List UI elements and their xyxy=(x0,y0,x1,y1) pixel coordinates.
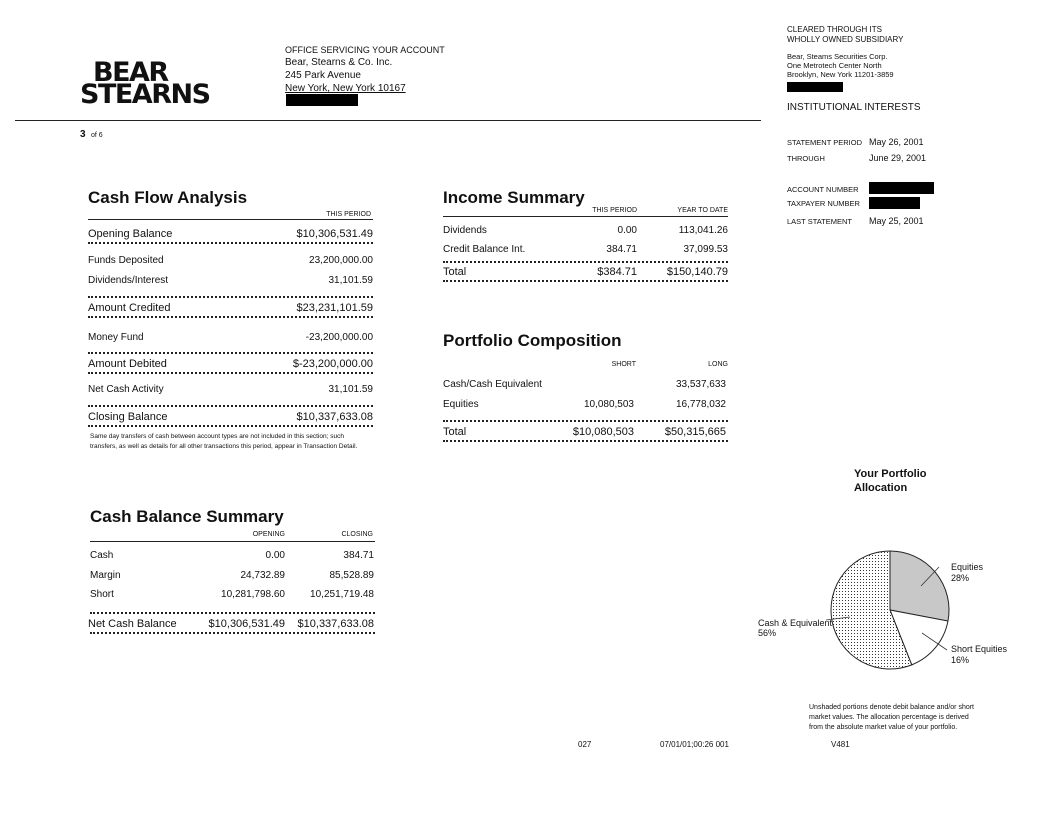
office-line-2: 245 Park Avenue xyxy=(285,70,361,81)
redaction-box xyxy=(869,182,934,194)
row-label: Cash xyxy=(90,550,114,561)
equities-pct: 28% xyxy=(951,573,970,583)
row-label: Short xyxy=(90,589,114,600)
redaction-box xyxy=(286,94,358,106)
row-value: 23,200,000.00 xyxy=(309,255,373,266)
closing-header: CLOSING xyxy=(341,531,373,538)
redaction-box xyxy=(869,197,920,209)
income-total-row xyxy=(443,266,728,282)
total-short: $10,080,503 xyxy=(572,426,634,438)
this-period-header: THIS PERIOD xyxy=(326,211,371,218)
statement-period-label: STATEMENT PERIOD xyxy=(787,138,863,147)
cash-flow-row xyxy=(88,274,373,287)
row-label: Closing Balance xyxy=(88,411,168,423)
footer-code-2: 07/01/01;00:26 001 xyxy=(660,740,729,749)
redaction-box xyxy=(787,82,843,92)
cash-balance-row xyxy=(90,549,375,562)
portfolio-row xyxy=(443,378,728,391)
subsidiary-line-2: One Metrotech Center North xyxy=(787,61,882,70)
through-value: June 29, 2001 xyxy=(869,153,927,163)
row-value: 31,101.59 xyxy=(328,384,373,395)
this-period-header: THIS PERIOD xyxy=(592,207,637,214)
cleared-line-1: CLEARED THROUGH ITS xyxy=(787,25,882,34)
row-value: $10,306,531.49 xyxy=(296,228,373,240)
row-opening: 0.00 xyxy=(265,550,285,561)
short-equities-label: Short Equities xyxy=(951,644,1008,654)
total-ytd: $150,140.79 xyxy=(666,266,728,278)
row-label: Opening Balance xyxy=(88,228,173,240)
cash-flow-row xyxy=(88,228,373,244)
last-statement-label: LAST STATEMENT xyxy=(787,217,853,226)
cash-balance-header xyxy=(90,530,375,542)
row-label: Amount Debited xyxy=(88,358,167,370)
cash-balance-row xyxy=(90,569,375,582)
account-number-label: ACCOUNT NUMBER xyxy=(787,185,859,194)
dotted-rule xyxy=(90,612,375,614)
cash-flow-row xyxy=(88,254,373,267)
total-closing: $10,337,633.08 xyxy=(297,618,374,630)
year-to-date-header: YEAR TO DATE xyxy=(677,207,728,214)
row-closing: 85,528.89 xyxy=(329,570,374,581)
cash-flow-header xyxy=(88,209,373,220)
total-label: Total xyxy=(443,426,467,438)
cash-flow-row xyxy=(88,331,373,344)
pie-slice-equities xyxy=(890,551,949,621)
equities-label: Equities xyxy=(951,562,984,572)
total-period: $384.71 xyxy=(597,266,637,278)
portfolio-title: Portfolio Composition xyxy=(443,331,622,350)
cash-flow-row xyxy=(88,383,373,396)
office-title: OFFICE SERVICING YOUR ACCOUNT xyxy=(285,45,445,55)
portfolio-header xyxy=(443,361,728,371)
dotted-rule xyxy=(443,420,728,422)
row-long: 33,537,633 xyxy=(675,379,726,390)
allocation-note-1: Unshaded portions denote debit balance and/or short xyxy=(809,704,975,711)
row-period: 384.71 xyxy=(606,244,637,255)
cash-flow-note: Same day transfers of cash between account types are not included in this section; such transfers, as well as details for all other transactions this period, appear in Transaction Detail. xyxy=(90,433,358,450)
dotted-rule xyxy=(88,405,373,407)
row-value: $10,337,633.08 xyxy=(296,411,373,423)
income-title: Income Summary xyxy=(443,188,585,207)
row-label: Funds Deposited xyxy=(88,255,164,266)
page-of: of 6 xyxy=(91,132,103,139)
long-header: LONG xyxy=(708,361,728,368)
row-period: 0.00 xyxy=(617,225,637,236)
logo-bear: BEAR xyxy=(93,57,168,88)
row-short: 10,080,503 xyxy=(583,399,634,410)
taxpayer-number-label: TAXPAYER NUMBER xyxy=(787,199,860,208)
row-ytd: 37,099.53 xyxy=(683,244,728,255)
cash-balance-total-row xyxy=(90,618,375,634)
dotted-rule xyxy=(88,296,373,298)
allocation-note-2: market values. The allocation percentage is derived xyxy=(809,714,969,721)
row-long: 16,778,032 xyxy=(675,399,726,410)
logo-stearns: STEARNS xyxy=(80,79,210,110)
dotted-rule xyxy=(88,352,373,354)
institutional-interests: INSTITUTIONAL INTERESTS xyxy=(787,102,921,113)
total-opening: $10,306,531.49 xyxy=(208,618,285,630)
subsidiary-line-1: Bear, Steams Securities Corp. xyxy=(787,52,888,61)
page-number: 3 xyxy=(80,129,86,140)
allocation-note-3: from the absolute market value of your portfolio. xyxy=(809,724,958,731)
statement-period-value: May 26, 2001 xyxy=(869,137,924,147)
through-label: THROUGH xyxy=(787,154,825,163)
allocation-title-line-2: Allocation xyxy=(854,482,908,494)
office-line-3: New York, New York 10167 xyxy=(285,83,406,94)
office-line-1: Bear, Stearns & Co. Inc. xyxy=(285,57,393,68)
portfolio-row xyxy=(443,398,728,411)
subsidiary-line-3: Brooklyn, New York 11201-3859 xyxy=(787,70,894,79)
row-ytd: 113,041.26 xyxy=(678,225,728,236)
row-label: Amount Credited xyxy=(88,302,171,314)
cash-balance-title: Cash Balance Summary xyxy=(90,507,284,526)
short-equities-pct: 16% xyxy=(951,655,970,665)
total-long: $50,315,665 xyxy=(664,426,726,438)
last-statement-value: May 25, 2001 xyxy=(869,216,924,226)
row-label: Credit Balance Int. xyxy=(443,244,526,255)
total-label: Net Cash Balance xyxy=(88,618,177,630)
row-closing: 384.71 xyxy=(343,550,374,561)
row-value: -23,200,000.00 xyxy=(305,332,373,343)
short-header: SHORT xyxy=(611,361,636,368)
allocation-title-line-1: Your Portfolio xyxy=(854,468,927,480)
cash-flow-title: Cash Flow Analysis xyxy=(88,188,248,207)
cleared-line-2: WHOLLY OWNED SUBSIDIARY xyxy=(787,35,904,44)
income-row xyxy=(443,243,728,256)
row-label: Dividends/Interest xyxy=(88,275,169,286)
row-value: $23,231,101.59 xyxy=(296,302,373,314)
row-label: Net Cash Activity xyxy=(88,384,164,395)
income-row xyxy=(443,224,728,237)
cash-flow-row xyxy=(88,411,373,427)
footer-code-1: 027 xyxy=(578,740,592,749)
row-label: Margin xyxy=(90,570,121,581)
row-label: Money Fund xyxy=(88,332,144,343)
cash-flow-row xyxy=(88,302,373,318)
cash-flow-row xyxy=(88,358,373,374)
header-rule xyxy=(15,120,761,121)
cash-equivalent-pct: 56% xyxy=(758,628,777,638)
cash-equivalent-label: Cash & Equivalent xyxy=(758,618,833,628)
row-label: Dividends xyxy=(443,225,487,236)
dotted-rule xyxy=(443,261,728,263)
row-label: Cash/Cash Equivalent xyxy=(443,379,542,390)
opening-header: OPENING xyxy=(252,531,285,538)
row-label: Equities xyxy=(443,399,479,410)
row-opening: 24,732.89 xyxy=(240,570,285,581)
income-header xyxy=(443,206,728,217)
cash-balance-row xyxy=(90,588,375,601)
footer-code-3: V481 xyxy=(831,740,850,749)
row-closing: 10,251,719.48 xyxy=(310,589,374,600)
row-value: 31,101.59 xyxy=(328,275,373,286)
portfolio-total-row xyxy=(443,426,728,442)
row-value: $-23,200,000.00 xyxy=(292,358,373,370)
row-opening: 10,281,798.60 xyxy=(221,589,285,600)
total-label: Total xyxy=(443,266,467,278)
